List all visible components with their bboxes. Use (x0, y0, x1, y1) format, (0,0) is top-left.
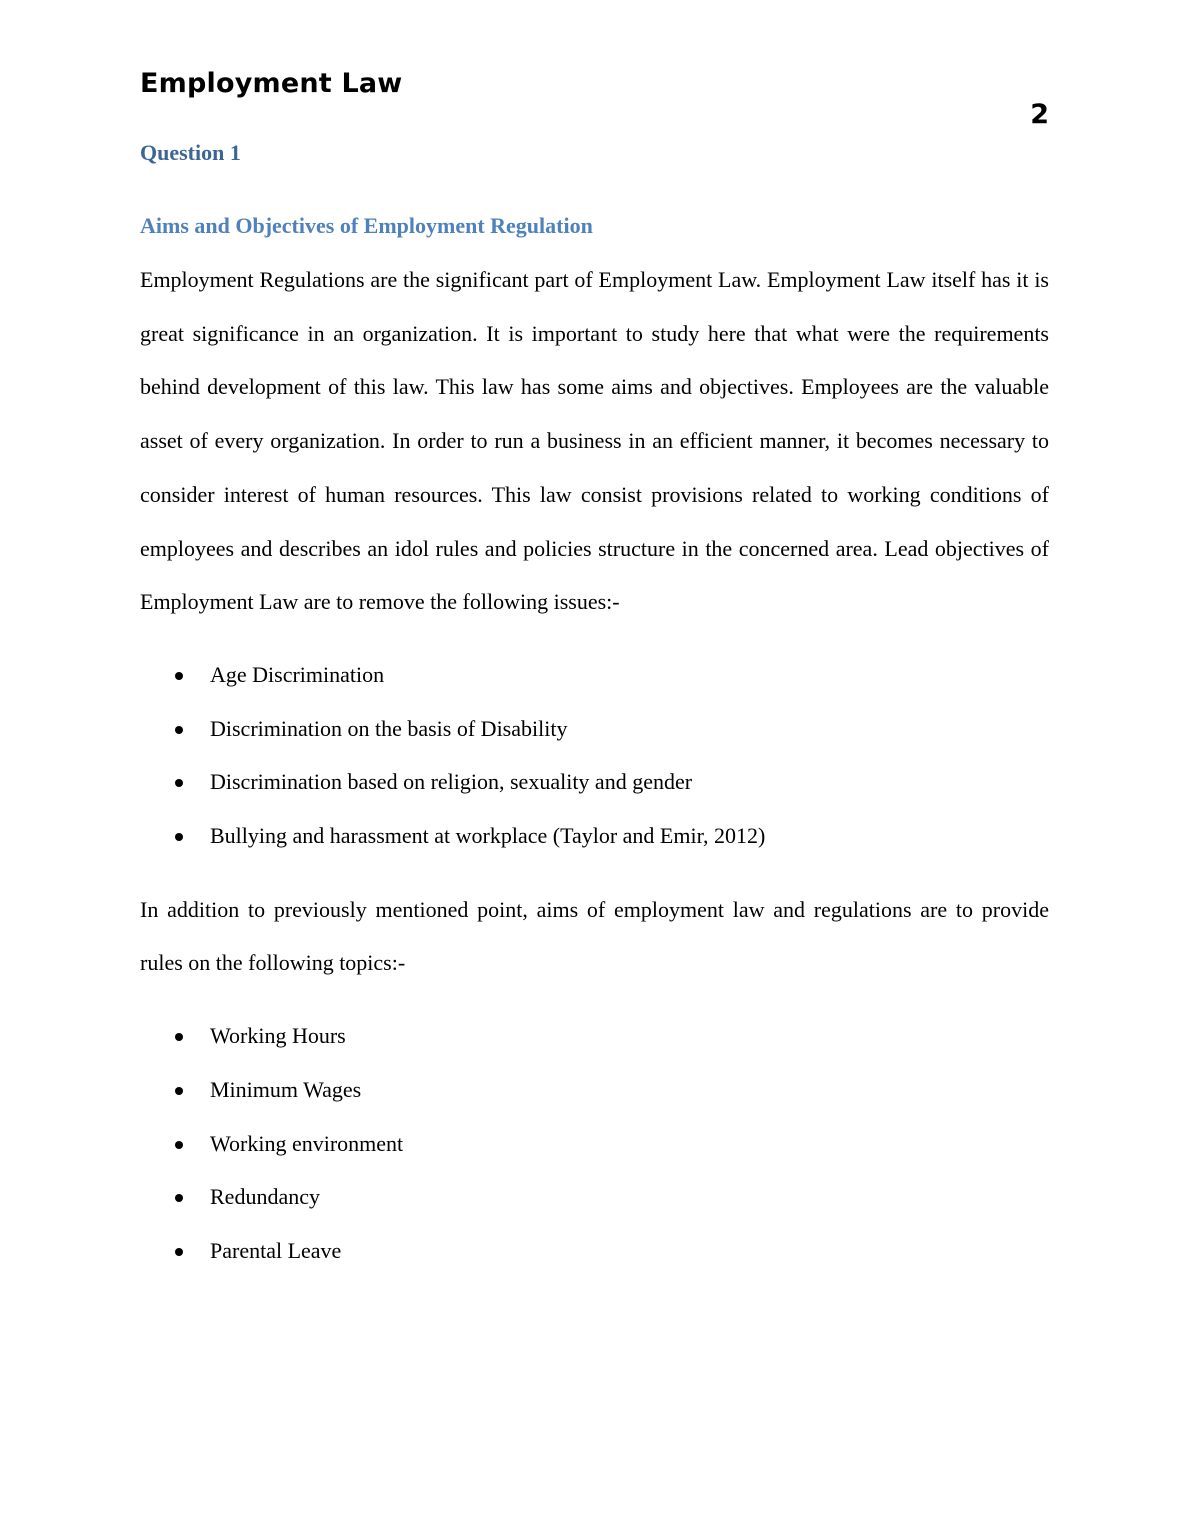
list-item-text: Working Hours (210, 1023, 346, 1049)
list-item-text: Working environment (210, 1130, 404, 1156)
list-item (140, 1063, 1049, 1117)
issues-list (140, 648, 1049, 863)
bullet-icon (175, 1033, 183, 1041)
list-item-text: Redundancy (210, 1184, 320, 1210)
list-item (140, 809, 1049, 863)
list-item-text: Discrimination based on religion, sexuality and gender (210, 769, 693, 795)
bullet-icon (175, 1194, 183, 1202)
list-item (140, 1170, 1049, 1224)
bullet-icon (175, 779, 183, 787)
topics-list (140, 1009, 1049, 1278)
list-item (140, 702, 1049, 756)
body-paragraph: Employment Regulations are the significant part of Employment Law. Employment Law itself has it is great significance in an organization. It is important to study here that what were the requirements behind development of this law. This law has some aims and objectives. Employees are the valuable asset of every organization. In order to run a business in an efficient manner, it becomes necessary to consider interest of human resources. This law consist provisions related to working conditions of employees and describes an idol rules and policies structure in the concerned area. Lead objectives of Employment Law are to remove the following issues:- (140, 267, 1049, 615)
page-number: 2 (1030, 99, 1049, 130)
list-item (140, 648, 1049, 702)
list-item-text: Age Discrimination (210, 661, 385, 687)
bullet-icon (175, 726, 183, 734)
bullet-icon (175, 1087, 183, 1095)
bullet-icon (175, 1248, 183, 1256)
list-item (140, 755, 1049, 809)
list-item-text: Parental Leave (210, 1237, 342, 1263)
document-body (140, 138, 1049, 1278)
bullet-icon (175, 1141, 183, 1149)
list-item-text: Discrimination on the basis of Disability (210, 715, 568, 741)
list-item-text: Bullying and harassment at workplace (Taylor and Emir, 2012) (210, 823, 766, 849)
bullet-icon (175, 833, 183, 841)
list-item-text: Minimum Wages (210, 1076, 362, 1102)
list-item (140, 1117, 1049, 1171)
section-subheading: Aims and Objectives of Employment Regulation (140, 213, 593, 238)
section-heading: Question 1 (140, 140, 241, 165)
list-item (140, 1009, 1049, 1063)
list-item (140, 1224, 1049, 1278)
body-paragraph: In addition to previously mentioned point, aims of employment law and regulations are to provide rules on the following topics:- (140, 896, 1049, 976)
bullet-icon (175, 672, 183, 680)
running-head-title: Employment Law (140, 68, 403, 99)
